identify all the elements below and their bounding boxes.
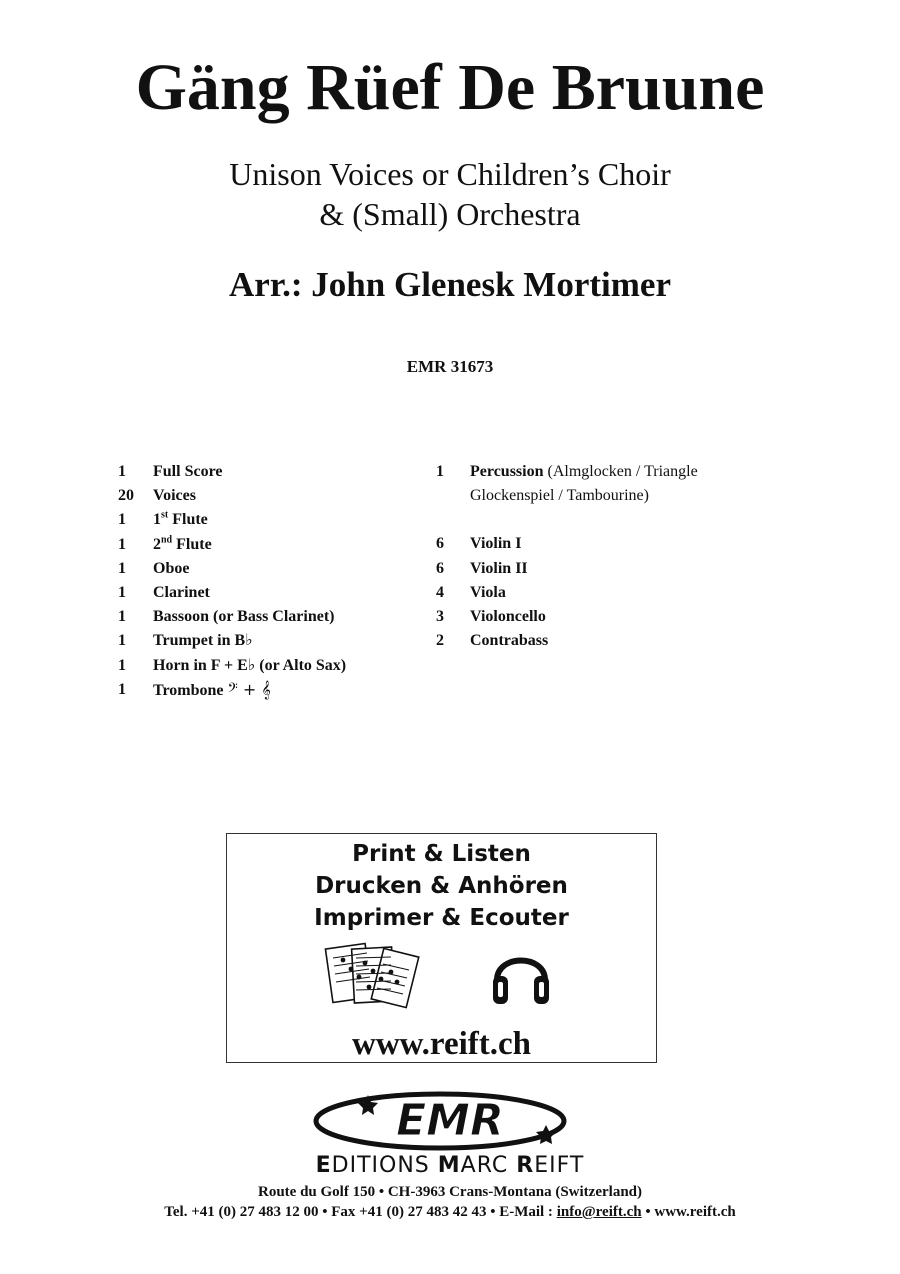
part-item: [118, 484, 418, 508]
part-name: Violin I: [470, 535, 522, 553]
part-detail-continued: Glockenspiel / Tambourine): [470, 487, 649, 505]
part-name: Horn in F + E♭ (or Alto Sax): [153, 656, 347, 674]
email-link[interactable]: info@reift.ch: [556, 1204, 642, 1220]
promo-icons: [227, 934, 656, 1022]
part-name: Percussion (Almglocken / Triangle: [470, 463, 698, 480]
part-name: Trombone 𝄢 + 𝄞: [153, 679, 271, 699]
part-qty: 1: [118, 584, 126, 602]
sheet-music-icon: [323, 936, 423, 1020]
part-item: [118, 460, 418, 484]
part-item: [118, 508, 418, 532]
part-qty: 4: [436, 583, 444, 601]
publisher-address: Route du Golf 150 • CH-3963 Crans-Montana (Switzerland): [258, 1184, 642, 1200]
part-item: [118, 581, 418, 605]
publisher-contact: Tel. +41 (0) 27 483 12 00 • Fax +41 (0) 27 483 42 43 • E-Mail : info@reift.ch • www.reift.ch: [164, 1204, 736, 1220]
subtitle-line-1: Unison Voices or Children’s Choir: [229, 156, 671, 192]
part-name: 2nd Flute: [153, 534, 212, 553]
part-name: Bassoon (or Bass Clarinet): [153, 608, 335, 626]
part-item-continued: [436, 484, 776, 508]
part-item: [118, 605, 418, 629]
clef-symbols: 𝄢 + 𝄞: [227, 679, 271, 699]
piece-title: Gäng Rüef De Bruune: [135, 51, 765, 124]
part-name: Trumpet in B♭: [153, 632, 253, 650]
part-qty: 1: [436, 463, 444, 480]
part-item: [436, 532, 776, 556]
part-item: [436, 581, 776, 605]
part-item: [118, 533, 418, 557]
part-qty: 1: [118, 559, 126, 577]
part-qty: 1: [118, 463, 126, 480]
instrumentation-subtitle: [0, 154, 900, 234]
logo-text: EMR: [396, 1095, 504, 1146]
part-qty: 1: [118, 608, 126, 626]
part-qty: 3: [436, 608, 444, 626]
part-item: [436, 605, 776, 629]
part-name: Viola: [470, 583, 506, 601]
part-qty: 1: [118, 535, 126, 553]
part-name: Voices: [153, 487, 196, 505]
part-qty: 1: [118, 680, 126, 698]
part-name: Violoncello: [470, 608, 546, 626]
part-item: [118, 557, 418, 581]
subtitle-line-2: & (Small) Orchestra: [319, 196, 581, 232]
arranger-credit: Arr.: John Glenesk Mortimer: [229, 265, 671, 304]
part-name: Violin II: [470, 559, 528, 577]
parts-list-right: [436, 460, 776, 653]
part-name: Contrabass: [470, 632, 549, 650]
parts-list-left: [118, 460, 418, 703]
part-item: [118, 629, 418, 653]
part-name: 1st Flute: [153, 510, 208, 529]
part-qty: 1: [118, 511, 126, 529]
part-item: [436, 460, 776, 484]
part-item: [436, 557, 776, 581]
headphones-icon: [489, 940, 553, 1010]
promo-line-german: Drucken & Anhören: [315, 873, 568, 899]
part-qty: 2: [436, 632, 444, 650]
publisher-name: EDITIONS MARC REIFT: [315, 1153, 585, 1178]
part-detail: (Almglocken / Triangle: [543, 463, 698, 480]
print-listen-box: [226, 833, 657, 1063]
part-name: Clarinet: [153, 584, 210, 602]
promo-line-french: Imprimer & Ecouter: [314, 905, 569, 931]
part-item: [436, 629, 776, 653]
website-url[interactable]: www.reift.ch: [351, 1026, 532, 1062]
catalog-number: EMR 31673: [406, 357, 494, 376]
part-name: Oboe: [153, 559, 190, 577]
promo-line-english: Print & Listen: [352, 841, 531, 867]
part-qty: 6: [436, 535, 444, 553]
part-qty: 20: [118, 487, 134, 505]
part-qty: 1: [118, 656, 126, 674]
part-item: [118, 678, 418, 703]
part-qty: 6: [436, 559, 444, 577]
part-item: [118, 654, 418, 678]
part-qty: 1: [118, 632, 126, 650]
part-name: Full Score: [153, 463, 223, 480]
emr-logo: [300, 1085, 600, 1155]
